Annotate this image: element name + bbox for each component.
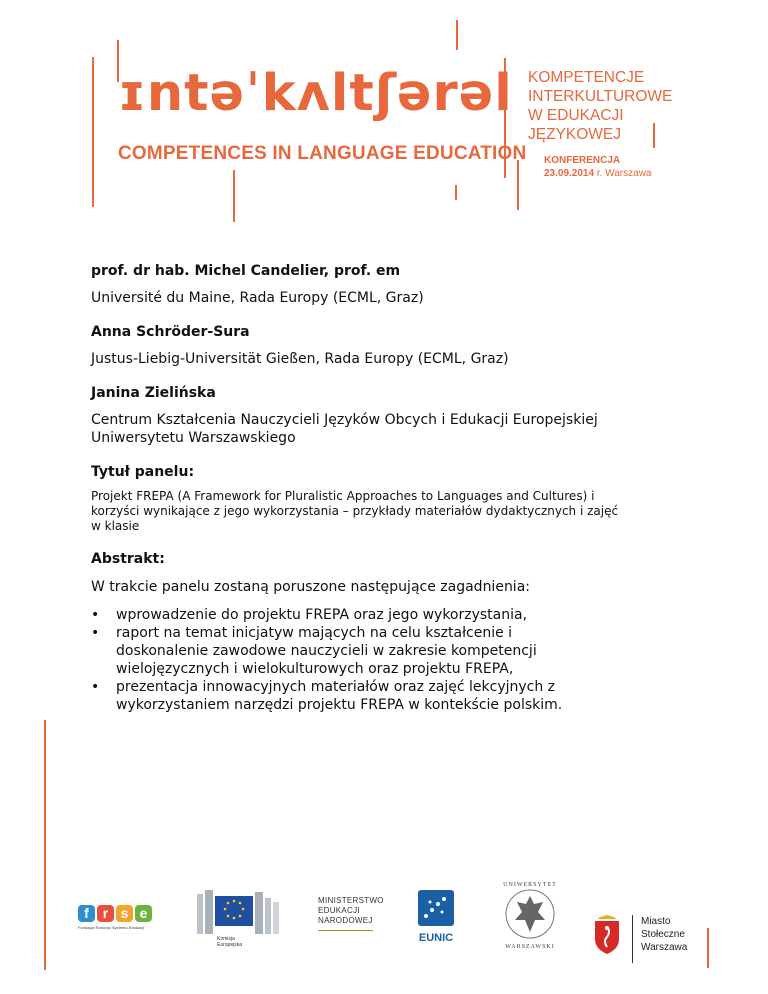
decor-line	[92, 57, 94, 207]
abstract-label: Abstrakt:	[91, 551, 165, 567]
city-line: Stołeczne	[641, 929, 685, 940]
ministry-line: EDUKACJI	[318, 906, 360, 915]
eunic-icon	[418, 890, 454, 926]
university-bottom-text: WARSZAWSKI	[505, 944, 555, 950]
speaker-name: Janina Zielińska	[91, 385, 216, 401]
title-line: INTERKULTUROWE	[528, 88, 673, 105]
title-line: JĘZYKOWEJ	[528, 126, 622, 143]
conference-label: KONFERENCJA	[544, 155, 621, 166]
abstract-list	[91, 606, 691, 714]
ministry-line: NARODOWEJ	[318, 916, 373, 925]
document-body	[91, 262, 691, 714]
decor-line	[707, 928, 709, 968]
decor-line	[455, 185, 457, 200]
conference-date: 23.09.2014	[544, 168, 595, 179]
list-item: • raport na temat inicjatyw mających na celu kształcenie i doskonalenie zawodowe nauczycieli w zakresie kompetencji wielojęzycznych i wielokulturowych oraz projektu FREPA,	[116, 624, 606, 678]
speaker-affiliation: Centrum Kształcenia Nauczycieli Języków Obcych i Edukacji Europejskiej Uniwersytetu Warszawskiego	[91, 412, 598, 446]
logo-subtitle: COMPETENCES IN LANGUAGE EDUCATION	[118, 143, 527, 164]
title-line: W EDUKACJI	[528, 107, 624, 124]
european-commission-logo	[197, 888, 285, 948]
eu-flag-building-icon	[197, 888, 285, 940]
eagle-emblem-icon	[505, 888, 555, 940]
decor-line	[517, 160, 519, 210]
conference-info	[544, 154, 651, 180]
decor-line	[456, 20, 458, 50]
ministry-logo	[318, 896, 384, 931]
frse-letter: f	[78, 905, 95, 922]
university-logo	[498, 882, 562, 964]
decor-line	[44, 720, 46, 970]
warsaw-city-logo	[592, 915, 687, 963]
city-line: Warszawa	[641, 942, 688, 953]
decor-line	[233, 170, 235, 222]
city-divider	[632, 915, 633, 963]
title-line: KOMPETENCJE	[528, 69, 645, 86]
conference-title	[528, 68, 672, 144]
frse-letter: s	[116, 905, 133, 922]
university-top-text: UNIWERSYTET	[503, 882, 557, 888]
speaker-name: Anna Schröder-Sura	[91, 324, 250, 340]
panel-title-text: Projekt FREPA (A Framework for Pluralistic Approaches to Languages and Cultures) i korzyści wynikające z jego wykorzystania – przykłady materiałów dydaktycznych i zajęć w klasie	[91, 489, 619, 533]
list-item: • wprowadzenie do projektu FREPA oraz jego wykorzystania,	[116, 606, 691, 624]
frse-letter: r	[97, 905, 114, 922]
panel-title-label: Tytuł panelu:	[91, 464, 195, 480]
speaker-name: prof. dr hab. Michel Candelier, prof. em	[91, 263, 401, 279]
logo-wordmark: ɪntəˈkʌltʃərəl	[118, 64, 513, 123]
eunic-label: EUNIC	[418, 932, 454, 944]
ec-caption: Europejska	[217, 942, 243, 948]
warsaw-coat-of-arms-icon	[592, 915, 622, 955]
abstract-intro: W trakcie panelu zostaną poruszone następujące zagadnienia:	[91, 579, 530, 595]
frse-caption: Fundacja Rozwoju Systemu Edukacji	[78, 925, 144, 930]
list-item: • prezentacja innowacyjnych materiałów oraz zajęć lekcyjnych z wykorzystaniem narzędzi projektu FREPA w kontekście polskim.	[116, 678, 636, 714]
ministry-line: MINISTERSTWO	[318, 896, 384, 905]
ec-caption: Komisja	[217, 936, 235, 942]
frse-logo	[78, 905, 152, 930]
frse-letter: e	[135, 905, 152, 922]
city-line: Miasto	[641, 916, 671, 927]
conference-place: r. Warszawa	[596, 168, 652, 179]
speaker-affiliation: Justus-Liebig-Universität Gießen, Rada Europy (ECML, Graz)	[91, 351, 509, 367]
speaker-affiliation: Université du Maine, Rada Europy (ECML, Graz)	[91, 290, 424, 306]
ministry-divider	[318, 930, 373, 931]
eunic-logo	[418, 890, 454, 944]
